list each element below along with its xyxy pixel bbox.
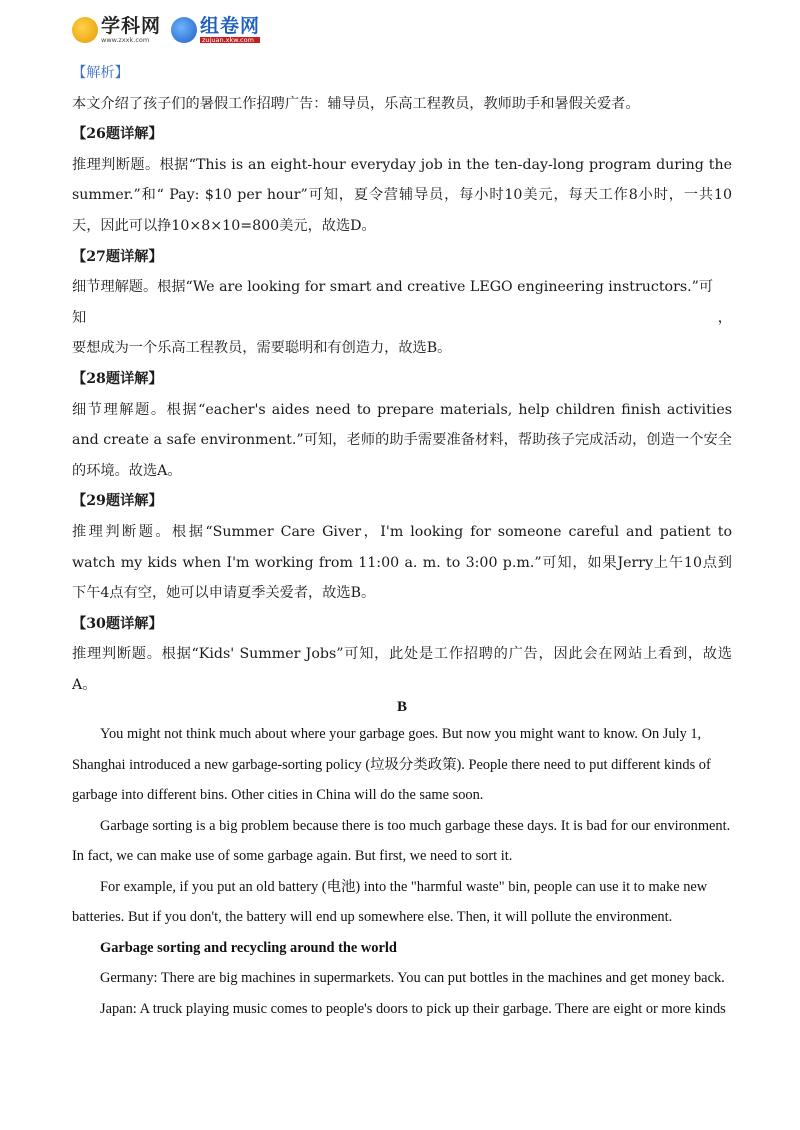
zujuan-logo — [171, 14, 261, 44]
q27-line-2: 要想成为一个乐高工程教员，需要聪明和有创造力，故选B。 — [72, 340, 452, 357]
passage-line: Shanghai introduced a new garbage-sorting policy (垃圾分类政策). People there need to put different kinds of — [72, 756, 711, 773]
q27-heading: 【27题详解】 — [72, 248, 163, 265]
q29-heading: 【29题详解】 — [72, 493, 163, 510]
q30-line-2: A。 — [72, 676, 97, 693]
q27-line-1: 细节理解题。根据“We are looking for smart and creative LEGO engineering instructors.”可知， — [72, 279, 732, 326]
passage-b-title: B — [396, 699, 407, 715]
analysis-heading: 【解析】 — [72, 65, 129, 81]
q29-line-1: 推理判断题。根据“Summer Care Giver，I'm looking for someone careful and patient to — [72, 523, 732, 540]
passage-b — [72, 695, 732, 1024]
q26-line-1: 推理判断题。根据“This is an eight-hour everyday job in the ten-day-long program during the — [72, 156, 732, 173]
q26-line-3: 天，因此可以挣10×8×10=800美元，故选D。 — [72, 217, 376, 234]
q30-heading: 【30题详解】 — [72, 615, 163, 632]
zxxk-logo-url: www.zxxk.com — [101, 35, 150, 44]
zujuan-logo-url: zujuan.xkw.com — [200, 37, 260, 44]
q28-heading: 【28题详解】 — [72, 370, 163, 387]
passage-line: For example, if you put an old battery (电池) into the "harmful waste" bin, people can use it to make new — [100, 878, 708, 895]
passage-line: batteries. But if you don't, the battery will end up somewhere else. Then, it will pollute the environment. — [72, 909, 673, 925]
q26-heading: 【26题详解】 — [72, 126, 163, 143]
passage-line: garbage into different bins. Other cities in China will do the same soon. — [72, 787, 484, 803]
zxxk-logo — [72, 14, 162, 44]
zxxk-logo-name: 学科网 — [101, 14, 162, 37]
analysis-section — [72, 58, 732, 700]
q30-line-1: 推理判断题。根据“Kids' Summer Jobs”可知，此处是工作招聘的广告，因此会在网站上看到，故选 — [72, 646, 732, 663]
zujuan-logo-name: 组卷网 — [200, 14, 261, 37]
q28-line-1: 细节理解题。根据“eacher's aides need to prepare materials, help children finish activities — [72, 401, 732, 418]
passage-line: Garbage sorting is a big problem because there is too much garbage these days. It is bad for our environment. — [100, 817, 731, 834]
q26-line-2: summer.”和“ Pay: $10 per hour”可知，夏令营辅导员，每小时10美元，每天工作8小时，一共10 — [72, 187, 732, 204]
passage-subheading: Garbage sorting and recycling around the world — [100, 939, 397, 956]
page-header — [72, 12, 260, 48]
q28-line-2: and create a safe environment.”可知，老师的助手需要准备材料，帮助孩子完成活动，创造一个安全 — [72, 432, 732, 449]
q28-line-3: 的环境。故选A。 — [72, 462, 182, 479]
zujuan-logo-icon — [171, 17, 197, 43]
zxxk-logo-icon — [72, 17, 98, 43]
passage-line: Japan: A truck playing music comes to people's doors to pick up their garbage. There are eight or more kinds — [100, 1000, 726, 1017]
passage-line: In fact, we can make use of some garbage again. But first, we need to sort it. — [72, 848, 513, 864]
q29-line-3: 下午4点有空，她可以申请夏季关爱者，故选B。 — [72, 585, 376, 602]
analysis-summary: 本文介绍了孩子们的暑假工作招聘广告：辅导员，乐高工程教员，教师助手和暑假关爱者。 — [72, 95, 640, 112]
passage-line: You might not think much about where your garbage goes. But now you might want to know. On July 1, — [100, 726, 702, 742]
passage-line: Germany: There are big machines in supermarkets. You can put bottles in the machines and get money back. — [100, 970, 725, 986]
q29-line-2: watch my kids when I'm working from 11:00 a. m. to 3:00 p.m.”可知，如果Jerry上午10点到 — [72, 554, 732, 571]
